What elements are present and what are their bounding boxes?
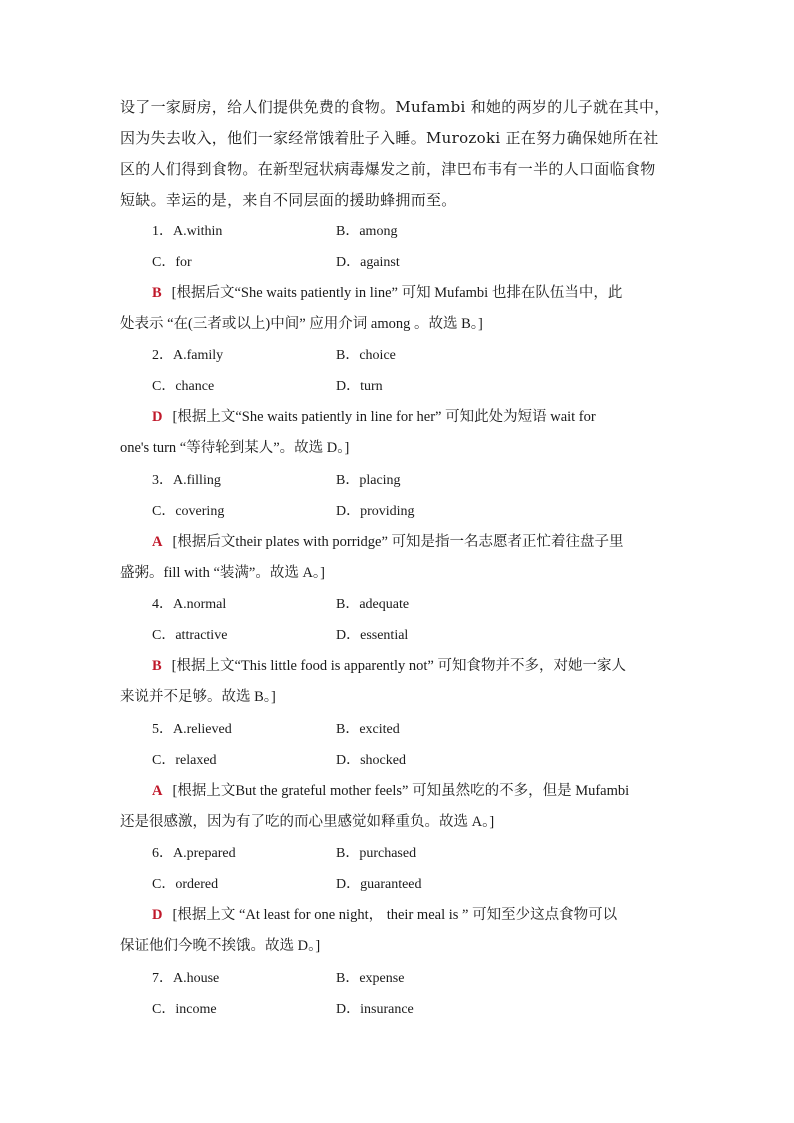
q6-option-d: D．guaranteed [336, 877, 422, 892]
q6-option-c: C．ordered [152, 877, 219, 892]
q6-option-b: B．purchased [336, 846, 417, 861]
q7-option-d: D．insurance [336, 1002, 414, 1017]
q7-option-b: B．expense [336, 971, 405, 986]
q6-expl-line2: 保证他们今晚不挨饿。故选 D。] [120, 938, 321, 954]
q6-explanation [120, 900, 678, 962]
q7-option-a: 7．A.house [152, 971, 220, 986]
q5-expl-line2: 还是很感激，因为有了吃的而心里感觉如释重负。故选 A。] [120, 814, 495, 830]
q1-answer: B [152, 285, 162, 301]
q1-expl-line1: [根据后文“She waits patiently in line” 可知 Mufambi 也排在队伍当中，此 [171, 285, 623, 301]
q5-answer: A [152, 783, 163, 799]
intro-paragraph [120, 92, 675, 216]
q4-option-d: D．essential [336, 628, 409, 643]
intro-line: 设了一家厨房，给人们提供免费的食物。Mufambi 和她的两岁的儿子就在其中， [120, 98, 670, 116]
q3-option-b: B．placing [336, 473, 401, 488]
q7-option-c: C．income [152, 1002, 217, 1017]
q4-expl-line1: [根据上文“This little food is apparently not” 可知食物并不多，对她一家人 [171, 658, 626, 674]
q5-option-d: D．shocked [336, 753, 406, 768]
q3-expl-line1: [根据后文their plates with porridge” 可知是指一名志愿者正忙着往盘子里 [172, 534, 624, 550]
q1-option-d: D．against [336, 255, 400, 270]
q1-option-c: C．for [152, 255, 192, 270]
q2-option-d: D．turn [336, 379, 383, 394]
intro-line: 区的人们得到食物。在新型冠状病毒爆发之前，津巴布韦有一半的人口面临食物 [120, 160, 656, 178]
q2-expl-line1: [根据上文“She waits patiently in line for her” 可知此处为短语 wait for [172, 409, 596, 425]
q1-explanation [120, 278, 678, 340]
q2-answer: D [152, 409, 163, 425]
q3-option-a: 3．A.filling [152, 473, 221, 488]
q4-expl-line2: 来说并不足够。故选 B。] [120, 689, 276, 705]
q6-option-a: 6．A.prepared [152, 846, 236, 861]
q1-option-a: 1．A.within [152, 224, 223, 239]
q2-explanation [120, 402, 678, 464]
q4-explanation [120, 651, 678, 713]
q2-option-a: 2．A.family [152, 348, 224, 363]
q5-expl-line1: [根据上文But the grateful mother feels” 可知虽然吃的不多，但是 Mufambi [172, 783, 630, 799]
q6-expl-line1: [根据上文 “At least for one night， their meal is ” 可知至少这点食物可以 [172, 907, 618, 923]
q3-expl-line2: 盛粥。fill with “装满”。故选 A。] [120, 565, 325, 581]
q2-option-b: B．choice [336, 348, 396, 363]
q4-option-a: 4．A.normal [152, 597, 227, 612]
q5-explanation [120, 776, 678, 838]
q5-option-c: C．relaxed [152, 753, 217, 768]
q3-explanation [120, 527, 678, 589]
q5-option-b: B．excited [336, 722, 400, 737]
q5-option-a: 5．A.relieved [152, 722, 232, 737]
q3-answer: A [152, 534, 163, 550]
q2-expl-line2: one's turn “等待轮到某人”。故选 D。] [120, 440, 350, 456]
q1-option-b: B．among [336, 224, 398, 239]
q3-option-d: D．providing [336, 504, 415, 519]
q4-option-b: B．adequate [336, 597, 410, 612]
q1-expl-line2: 处表示 “在(三者或以上)中间” 应用介词 among 。故选 B。] [120, 316, 483, 332]
q3-option-c: C．covering [152, 504, 225, 519]
q4-option-c: C．attractive [152, 628, 228, 643]
q4-answer: B [152, 658, 162, 674]
intro-line: 因为失去收入，他们一家经常饿着肚子入睡。Murozoki 正在努力确保她所在社 [120, 129, 659, 147]
q6-answer: D [152, 907, 163, 923]
q2-option-c: C．chance [152, 379, 215, 394]
intro-line: 短缺。幸运的是，来自不同层面的援助蜂拥而至。 [120, 191, 457, 209]
